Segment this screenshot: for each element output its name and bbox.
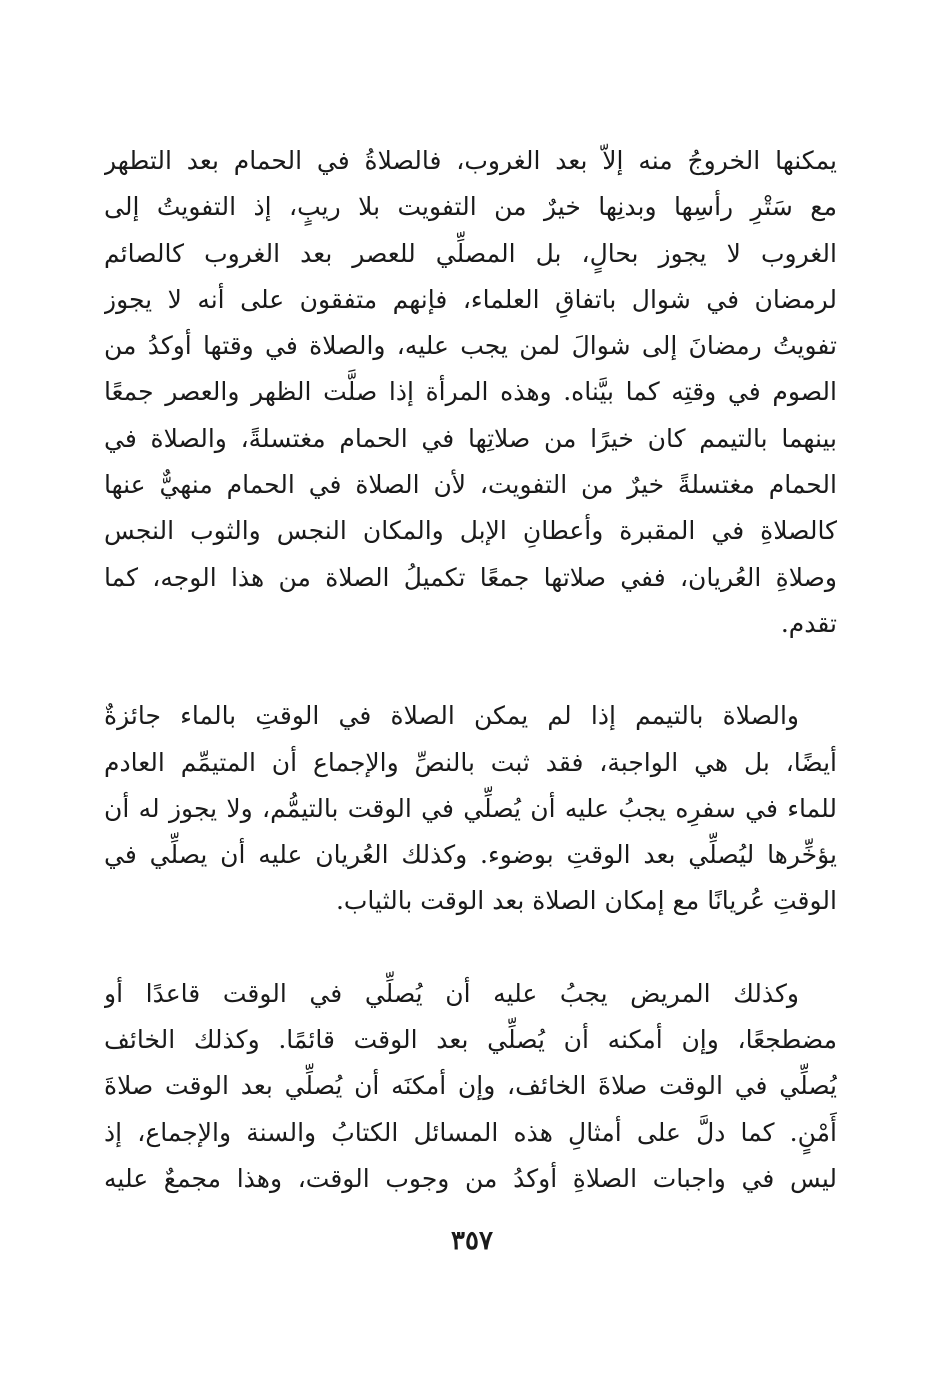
text-line: والصلاة بالتيمم إذا لم يمكن الصلاة في الوقتِ بالماء جائزةٌ bbox=[104, 701, 799, 731]
paragraph-gap bbox=[104, 925, 837, 971]
text-line: أيضًا، بل هي الواجبة، فقد ثبت بالنصِّ والإجماع أن المتيمِّم العادم bbox=[104, 747, 837, 777]
text-line: أَمْنٍ. كما دلَّ على أمثالِ هذه المسائل الكتابُ والسنة والإجماع، إذ bbox=[104, 1117, 837, 1147]
text-line: الغروب لا يجوز بحالٍ، بل المصلِّي للعصر بعد الغروب كالصائم bbox=[104, 238, 837, 268]
text-line: مضطجعًا، وإن أمكنه أن يُصلِّي بعد الوقت قائمًا. وكذلك الخائف bbox=[104, 1025, 837, 1055]
text-line: الحمام مغتسلةً خيرٌ من التفويت، لأن الصلاة في الحمام منهيٌّ عنها bbox=[104, 470, 837, 500]
paragraph-2 bbox=[104, 693, 837, 924]
text-line: ليس في واجبات الصلاةِ أوكدُ من وجوب الوقت، وهذا مجمعٌ عليه bbox=[104, 1163, 837, 1193]
text-line: وكذلك المريض يجبُ عليه أن يُصلِّي في الوقت قاعدًا أو bbox=[104, 978, 799, 1008]
text-line: مع سَتْرِ رأسِها وبدنِها خيرٌ من التفويت بلا ريبٍ، إذ التفويتُ إلى bbox=[104, 192, 837, 222]
paragraph-gap bbox=[104, 647, 837, 693]
text-line: تفويتُ رمضانَ إلى شوالَ لمن يجب عليه، والصلاة في وقتها أوكدُ من bbox=[104, 331, 837, 361]
text-line: كالصلاةِ في المقبرة وأعطانِ الإبل والمكان النجس والثوب النجس bbox=[104, 516, 837, 546]
page-number: ٣٥٧ bbox=[451, 1226, 493, 1256]
text-line: يؤخِّرها ليُصلِّي بعد الوقتِ بوضوء. وكذلك العُريان عليه أن يصلِّي في bbox=[104, 840, 837, 870]
text-line: يمكنها الخروجُ منه إلاّ بعد الغروب، فالصلاةُ في الحمام بعد التطهر bbox=[104, 146, 837, 175]
text-line: يُصلِّي في الوقت صلاةَ الخائف، وإن أمكنَه أن يُصلِّي بعد الوقت صلاةَ bbox=[104, 1071, 837, 1101]
paragraph-3 bbox=[104, 971, 837, 1202]
body-text bbox=[104, 138, 837, 1202]
text-line: الوقتِ عُريانًا مع إمكان الصلاة بعد الوقت بالثياب. bbox=[335, 886, 837, 916]
text-line: بينهما بالتيمم كان خيرًا من صلاتِها في الحمام مغتسلةً، والصلاة في bbox=[104, 423, 837, 453]
text-line: للماء في سفرِه يجبُ عليه أن يُصلِّي في الوقت بالتيمُّم، ولا يجوز له أن bbox=[104, 793, 837, 823]
text-line: وصلاةِ العُريان، ففي صلاتها جمعًا تكميلُ الصلاة من هذا الوجه، كما bbox=[104, 562, 837, 592]
paragraph-1 bbox=[104, 138, 837, 647]
text-line: تقدم. bbox=[780, 608, 837, 638]
text-line: الصوم في وقتِه كما بيَّناه. وهذه المرأة إذا صلَّت الظهر والعصر جمعًا bbox=[104, 377, 837, 407]
text-line: لرمضان في شوال باتفاقِ العلماء، فإنهم متفقون على أنه لا يجوز bbox=[104, 284, 837, 314]
